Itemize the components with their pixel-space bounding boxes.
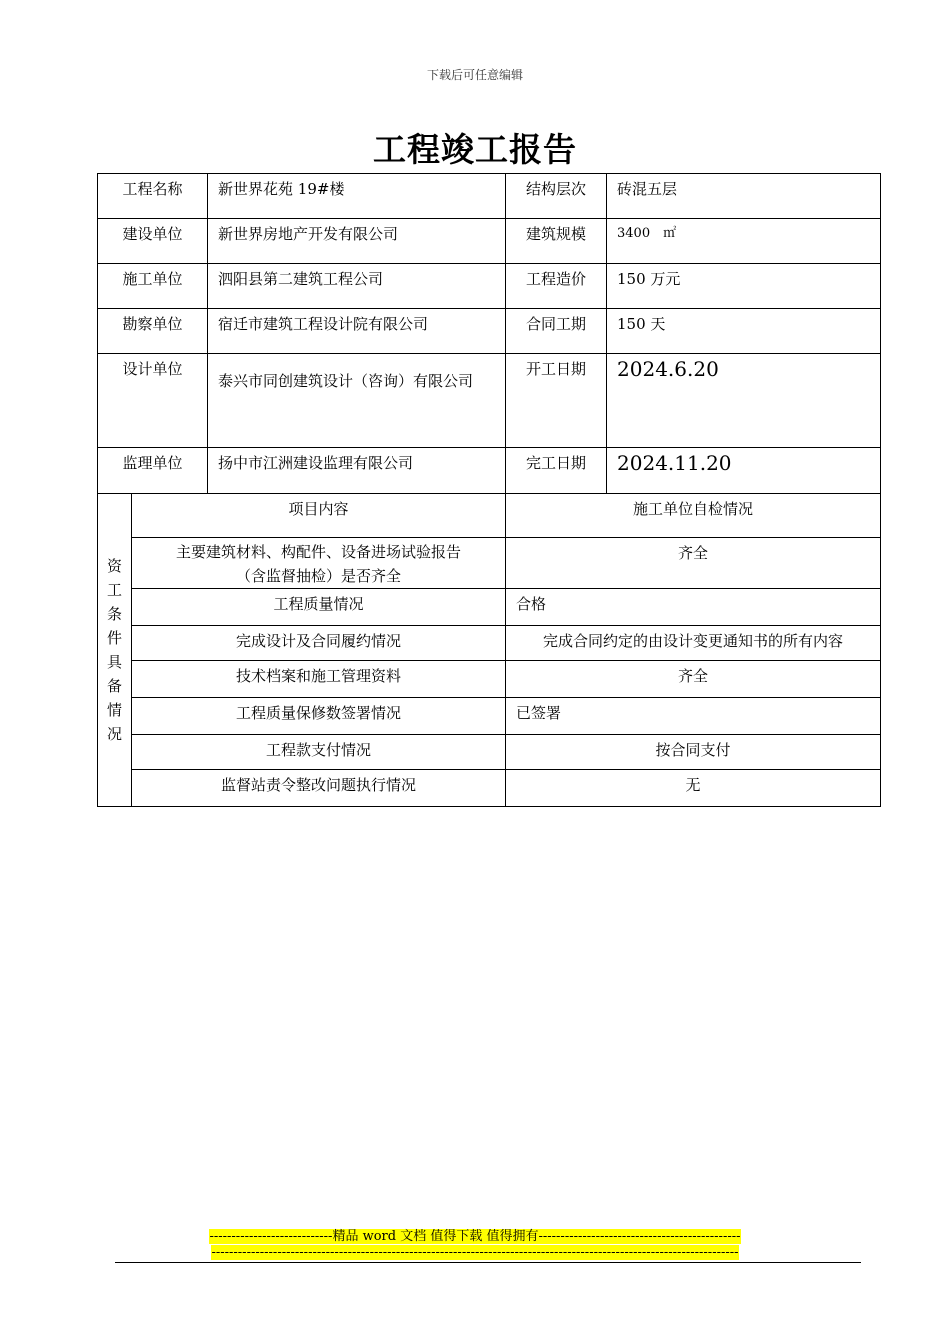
info-label: 监理单位 (98, 448, 208, 494)
info-value: 砖混五层 (607, 174, 881, 219)
condition-item: 工程质量保修数签署情况 (132, 698, 506, 735)
info-label: 完工日期 (506, 448, 607, 494)
condition-item: 监督站责令整改问题执行情况 (132, 770, 506, 807)
condition-item: 完成设计及合同履约情况 (132, 626, 506, 661)
info-value: 新世界房地产开发有限公司 (208, 219, 506, 264)
info-label: 勘察单位 (98, 309, 208, 354)
info-row (98, 354, 881, 448)
condition-check: 合格 (506, 589, 881, 626)
side-label-char: 工 (106, 581, 122, 599)
condition-check: 齐全 (506, 661, 881, 698)
info-row (98, 219, 881, 264)
condition-item: 主要建筑材料、构配件、设备进场试验报告（含监督抽检）是否齐全 (132, 538, 506, 589)
info-label: 建设单位 (98, 219, 208, 264)
condition-row (98, 589, 881, 626)
info-label: 施工单位 (98, 264, 208, 309)
footer-banner-line2 (0, 1245, 950, 1261)
info-value: 150 万元 (607, 264, 881, 309)
conditions-side-label (98, 494, 132, 807)
info-label: 合同工期 (506, 309, 607, 354)
completion-report-table (97, 173, 881, 807)
side-label-char: 况 (106, 725, 122, 743)
side-label-char: 件 (106, 629, 122, 647)
condition-item: 工程款支付情况 (132, 735, 506, 770)
conditions-header-check: 施工单位自检情况 (506, 494, 881, 538)
info-value: 3400 ㎡ (607, 219, 881, 264)
condition-check: 已签署 (506, 698, 881, 735)
footer-banner-line1 (0, 1229, 950, 1245)
footer-divider (115, 1262, 861, 1263)
info-value: 扬中市江洲建设监理有限公司 (208, 448, 506, 494)
footer-banner-text: ----------------------------精品 word 文档 值得下载 值得拥有---------------------------------------------- (209, 1229, 741, 1244)
page-title: 工程竣工报告 (373, 130, 577, 169)
info-value: 宿迁市建筑工程设计院有限公司 (208, 309, 506, 354)
side-label-char: 具 (106, 653, 122, 671)
info-value: 新世界花苑 19#楼 (208, 174, 506, 219)
condition-row (98, 735, 881, 770)
side-label-char: 情 (106, 701, 122, 719)
condition-row (98, 538, 881, 589)
info-value: 泗阳县第二建筑工程公司 (208, 264, 506, 309)
condition-check: 完成合同约定的由设计变更通知书的所有内容 (506, 626, 881, 661)
side-label-text (98, 554, 131, 746)
info-row (98, 309, 881, 354)
info-row (98, 174, 881, 219)
info-value: 2024.11.20 (607, 448, 881, 494)
condition-row (98, 698, 881, 735)
condition-check: 按合同支付 (506, 735, 881, 770)
condition-row (98, 661, 881, 698)
side-label-char: 备 (106, 677, 122, 695)
conditions-header-item: 项目内容 (132, 494, 506, 538)
info-value: 泰兴市同创建筑设计（咨询）有限公司 (208, 354, 506, 448)
condition-item: 技术档案和施工管理资料 (132, 661, 506, 698)
footer-banner-text: ------------------------------------------------------------------------------------------------------------------------ (211, 1245, 739, 1260)
condition-check: 齐全 (506, 538, 881, 589)
condition-row (98, 626, 881, 661)
info-row (98, 264, 881, 309)
info-value: 2024.6.20 (607, 354, 881, 448)
info-row (98, 448, 881, 494)
info-label: 设计单位 (98, 354, 208, 448)
side-label-char: 条 (106, 605, 122, 623)
conditions-header-row (98, 494, 881, 538)
condition-row (98, 770, 881, 807)
header-note: 下载后可任意编辑 (426, 68, 523, 82)
info-label: 工程名称 (98, 174, 208, 219)
info-label: 结构层次 (506, 174, 607, 219)
info-label: 开工日期 (506, 354, 607, 448)
condition-item: 工程质量情况 (132, 589, 506, 626)
condition-check: 无 (506, 770, 881, 807)
info-label: 建筑规模 (506, 219, 607, 264)
info-value: 150 天 (607, 309, 881, 354)
info-label: 工程造价 (506, 264, 607, 309)
side-label-char: 资 (106, 557, 122, 575)
